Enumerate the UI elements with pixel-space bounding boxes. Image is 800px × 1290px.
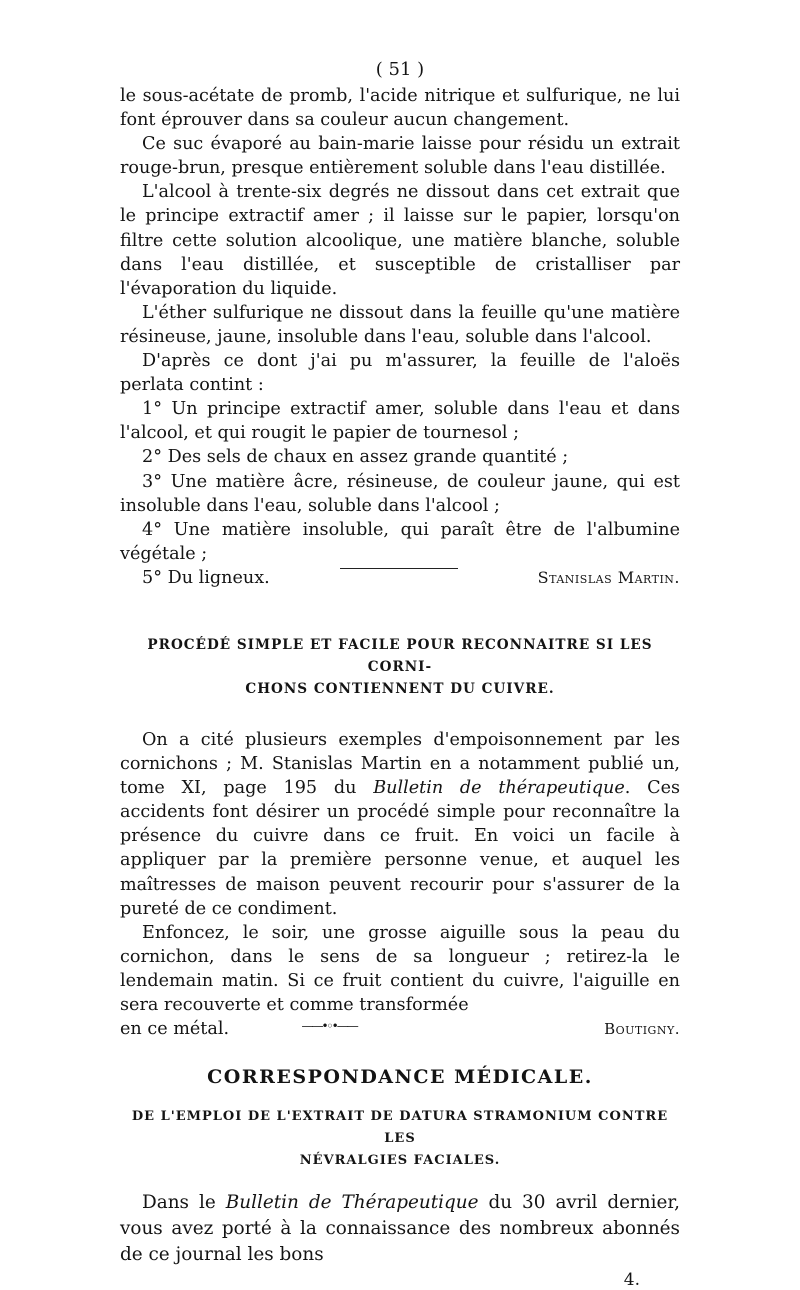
list-item: 1° Un principe extractif amer, soluble dans l'eau et dans l'alcool, et qui rougit le papier de tournesol ; [120, 399, 680, 444]
list-item: 5° Du ligneux. [142, 567, 270, 588]
journal-title: Bulletin de thérapeutique [373, 778, 625, 799]
page [120, 58, 680, 1290]
paragraph: Ce suc évaporé au bain-marie laisse pour résidu un extrait rouge-brun, presque entièrement soluble dans l'eau distillée. [120, 134, 680, 179]
article-title: DE L'EMPLOI DE L'EXTRAIT DE DATURA STRAMONIUM CONTRE LES NÉVRALGIES FACIALES. [131, 1109, 669, 1169]
list-item: 2° Des sels de chaux en assez grande quantité ; [142, 447, 569, 468]
author-signature: Boutigny. [604, 1020, 680, 1039]
list-item: 4° Une matière insoluble, qui paraît être de l'albumine végétale ; [120, 519, 680, 564]
paragraph: Enfoncez, le soir, une grosse aiguille sous la peau du cornichon, dans le sens de sa longueur ; retirez-la le lendemain matin. Si ce fruit contient du cuivre, l'aiguille en sera recouverte et comme transformée [120, 922, 680, 1015]
paragraph-end: en ce métal. [120, 1019, 230, 1040]
closing-line [120, 566, 680, 590]
author-signature: Stanislas Martin. [537, 567, 680, 587]
list-item: 3° Une matière âcre, résineuse, de couleur jaune, qui est insoluble dans l'eau, soluble dans l'alcool ; [120, 471, 680, 516]
separator-rule [340, 568, 458, 569]
paragraph: L'alcool à trente-six degrés ne dissout dans cet extrait que le principe extractif amer ; il laisse sur le papier, lorsqu'on filtre cette solution alcoolique, une matière blanche, soluble dans l'eau distillée, et susceptible de cristalliser par l'évaporation du liquide. [120, 182, 680, 299]
signature-mark: 4. [623, 1270, 640, 1290]
paragraph: le sous-acétate de promb, l'acide nitrique et sulfurique, ne lui font éprouver dans sa couleur aucun changement. [120, 86, 680, 131]
journal-title: Bulletin de Thérapeutique [225, 1192, 479, 1214]
ornament-divider: ——•◦•—— [301, 1019, 357, 1034]
section-heading: CORRESPONDANCE MÉDICALE. [207, 1066, 593, 1089]
page-number: ( 51 ) [375, 59, 425, 80]
paragraph: On a cité plusieurs exemples d'empoisonnement par les cornichons ; M. Stanislas Martin en a notamment publié un, tome XI, page 195 du Bulletin de thérapeutique. Ces accidents font désirer un procédé simple pour reconnaître la présence du cuivre dans ce fruit. En voici un facile à appliquer par la première personne venue, et auquel les maîtresses de maison peuvent recourir pour s'assurer de la pureté de ce condiment. [120, 729, 681, 919]
paragraph: L'éther sulfurique ne dissout dans la feuille qu'une matière résineuse, jaune, insoluble dans l'eau, soluble dans l'alcool. [120, 302, 680, 347]
paragraph: Dans le Bulletin de Thérapeutique du 30 avril dernier, vous avez porté à la connaissance des nombreux abonnés de ce journal les bons [120, 1192, 680, 1266]
paragraph: D'après ce dont j'ai pu m'assurer, la feuille de l'aloës perlata contint : [120, 351, 680, 396]
article-title: PROCÉDÉ SIMPLE ET FACILE POUR RECONNAITRE SI LES CORNI- CHONS CONTIENNENT DU CUIVRE. [147, 636, 653, 697]
closing-line [120, 1017, 680, 1042]
